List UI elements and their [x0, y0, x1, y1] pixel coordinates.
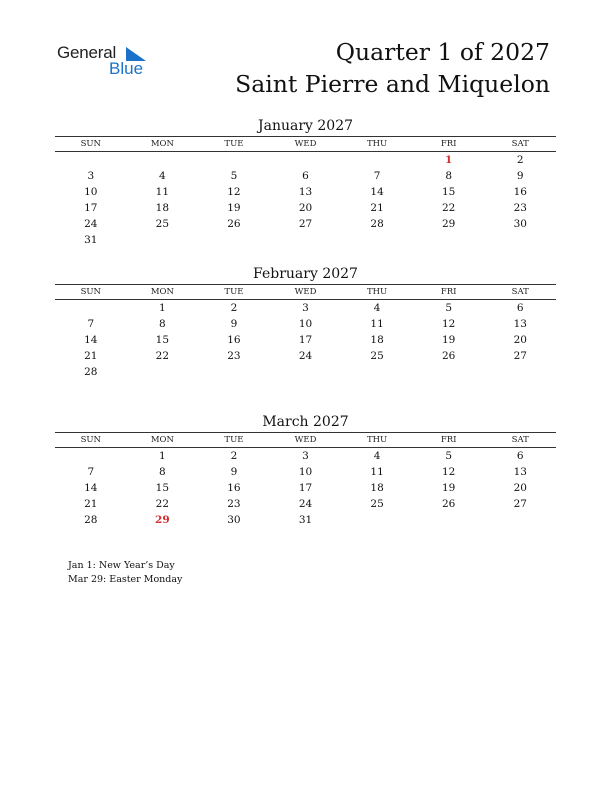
- day-cell: 19: [441, 482, 456, 494]
- week-row: [55, 332, 556, 348]
- empty-day-cell: [270, 364, 342, 380]
- day-cell: 28: [370, 218, 384, 230]
- month-title: February 2027: [253, 266, 358, 282]
- empty-day-cell: [127, 232, 199, 248]
- week-row: [55, 496, 556, 512]
- weekday-label: TUE: [224, 287, 244, 297]
- day-cell: 7: [87, 466, 95, 478]
- weekday-label: MON: [150, 435, 174, 445]
- day-cell: 31: [298, 514, 313, 526]
- week-row: [55, 216, 556, 232]
- day-cell: 7: [87, 318, 95, 330]
- empty-day-cell: [55, 152, 127, 168]
- day-cell: 23: [227, 498, 241, 510]
- day-cell: 30: [513, 218, 527, 230]
- day-cell: 6: [516, 450, 524, 462]
- day-cell: 4: [159, 170, 166, 182]
- day-cell: 8: [159, 318, 166, 330]
- empty-day-cell: [127, 364, 199, 380]
- day-cell: 12: [441, 318, 456, 330]
- day-cell: 12: [227, 186, 241, 198]
- day-cell: 31: [84, 234, 98, 246]
- day-cell: 25: [370, 498, 384, 510]
- weekday-label: SUN: [80, 139, 101, 149]
- day-cell: 13: [513, 318, 527, 330]
- title-region: Saint Pierre and Miquelon: [235, 70, 550, 98]
- day-cell: 10: [84, 186, 98, 198]
- day-cell: 24: [84, 218, 98, 230]
- empty-day-cell: [341, 364, 413, 380]
- day-cell: 4: [373, 302, 381, 314]
- empty-day-cell: [413, 512, 485, 528]
- day-cell: 13: [513, 466, 527, 478]
- weekday-label: SAT: [511, 287, 529, 297]
- empty-day-cell: [484, 232, 556, 248]
- week-row: [55, 168, 556, 184]
- day-cell: 23: [513, 202, 527, 214]
- day-cell: 27: [298, 218, 313, 230]
- empty-day-cell: [55, 300, 127, 316]
- day-cell: 14: [370, 186, 384, 198]
- weekday-label: FRI: [440, 435, 457, 445]
- weekday-label: TUE: [224, 139, 244, 149]
- empty-day-cell: [198, 232, 270, 248]
- empty-day-cell: [55, 448, 127, 464]
- month-title: January 2027: [257, 118, 354, 134]
- weekday-header: [55, 432, 556, 448]
- empty-day-cell: [413, 364, 485, 380]
- weekday-label: MON: [150, 139, 174, 149]
- day-cell: 14: [84, 334, 98, 346]
- empty-day-cell: [341, 512, 413, 528]
- holiday-note: Mar 29: Easter Monday: [68, 574, 183, 585]
- day-cell: 28: [84, 514, 98, 526]
- day-cell: 26: [441, 498, 456, 510]
- day-cell: 24: [298, 498, 313, 510]
- day-cell: 10: [298, 318, 313, 330]
- empty-day-cell: [270, 232, 342, 248]
- holiday-day-cell: 29: [155, 514, 170, 526]
- week-row: [55, 300, 556, 316]
- day-cell: 4: [373, 450, 381, 462]
- week-row: [55, 184, 556, 200]
- day-cell: 25: [155, 218, 170, 230]
- weekday-label: WED: [294, 287, 317, 297]
- weekday-label: FRI: [440, 139, 457, 149]
- day-cell: 12: [441, 466, 456, 478]
- week-row: [55, 464, 556, 480]
- day-cell: 5: [445, 302, 453, 314]
- week-row: [55, 152, 556, 168]
- holiday-notes: [68, 559, 182, 587]
- day-cell: 17: [298, 482, 313, 494]
- day-cell: 11: [370, 466, 384, 478]
- day-cell: 5: [445, 450, 453, 462]
- day-cell: 19: [227, 202, 241, 214]
- day-cell: 20: [513, 334, 527, 346]
- day-cell: 15: [441, 186, 456, 198]
- empty-day-cell: [413, 232, 485, 248]
- empty-day-cell: [270, 152, 342, 168]
- week-row: [55, 232, 556, 248]
- day-cell: 20: [513, 482, 527, 494]
- weekday-label: SUN: [80, 435, 101, 445]
- day-cell: 25: [370, 350, 384, 362]
- day-cell: 5: [230, 170, 238, 182]
- weekday-label: SUN: [80, 287, 101, 297]
- holiday-note: Jan 1: New Year’s Day: [68, 560, 175, 571]
- day-cell: 2: [230, 302, 238, 314]
- month-title: March 2027: [262, 414, 349, 430]
- day-cell: 16: [513, 186, 527, 198]
- day-cell: 9: [230, 466, 238, 478]
- day-cell: 11: [370, 318, 384, 330]
- day-cell: 15: [155, 482, 170, 494]
- month-calendar: [55, 412, 556, 528]
- day-cell: 28: [84, 366, 98, 378]
- day-cell: 18: [155, 202, 170, 214]
- day-cell: 18: [370, 482, 384, 494]
- empty-day-cell: [198, 364, 270, 380]
- day-cell: 17: [298, 334, 313, 346]
- week-row: [55, 348, 556, 364]
- day-cell: 2: [516, 154, 524, 166]
- day-cell: 27: [513, 350, 527, 362]
- day-cell: 3: [302, 450, 309, 462]
- day-cell: 1: [159, 302, 166, 314]
- day-cell: 2: [230, 450, 238, 462]
- day-cell: 1: [159, 450, 166, 462]
- day-cell: 27: [513, 498, 527, 510]
- weekday-label: THU: [366, 287, 388, 297]
- day-cell: 16: [227, 334, 241, 346]
- day-cell: 23: [227, 350, 241, 362]
- logo-word-blue: Blue: [109, 59, 144, 78]
- weekday-label: WED: [294, 435, 317, 445]
- day-cell: 22: [441, 202, 456, 214]
- day-cell: 9: [230, 318, 238, 330]
- weekday-label: WED: [294, 139, 317, 149]
- day-cell: 10: [298, 466, 313, 478]
- day-cell: 21: [84, 498, 98, 510]
- holiday-day-cell: 1: [445, 154, 453, 166]
- empty-day-cell: [484, 512, 556, 528]
- empty-day-cell: [127, 152, 199, 168]
- day-cell: 3: [302, 302, 309, 314]
- month-calendar: [55, 116, 556, 248]
- week-row: [55, 200, 556, 216]
- day-cell: 26: [227, 218, 241, 230]
- weekday-header: [55, 284, 556, 300]
- month-calendar: [55, 264, 556, 380]
- title-quarter: Quarter 1 of 2027: [335, 38, 550, 66]
- day-cell: 19: [441, 334, 456, 346]
- day-cell: 14: [84, 482, 98, 494]
- day-cell: 24: [298, 350, 313, 362]
- weekday-label: TUE: [224, 435, 244, 445]
- day-cell: 9: [516, 170, 524, 182]
- weekday-label: THU: [366, 139, 388, 149]
- week-row: [55, 512, 556, 528]
- day-cell: 11: [155, 186, 170, 198]
- weekday-label: THU: [366, 435, 388, 445]
- day-cell: 3: [87, 170, 95, 182]
- day-cell: 22: [155, 498, 170, 510]
- day-cell: 13: [298, 186, 313, 198]
- day-cell: 21: [370, 202, 384, 214]
- week-row: [55, 448, 556, 464]
- logo-word-general: General: [57, 43, 117, 62]
- day-cell: 7: [373, 170, 381, 182]
- day-cell: 16: [227, 482, 241, 494]
- generalblue-logo: [57, 43, 157, 83]
- day-cell: 15: [155, 334, 170, 346]
- day-cell: 20: [298, 202, 313, 214]
- day-cell: 22: [155, 350, 170, 362]
- weekday-header: [55, 136, 556, 152]
- day-cell: 6: [516, 302, 524, 314]
- weekday-label: FRI: [440, 287, 457, 297]
- page-title: [235, 36, 550, 100]
- day-cell: 29: [441, 218, 456, 230]
- day-cell: 26: [441, 350, 456, 362]
- weekday-label: MON: [150, 287, 174, 297]
- week-row: [55, 480, 556, 496]
- weekday-label: SAT: [511, 139, 529, 149]
- day-cell: 6: [302, 170, 309, 182]
- day-cell: 17: [84, 202, 98, 214]
- day-cell: 18: [370, 334, 384, 346]
- empty-day-cell: [484, 364, 556, 380]
- empty-day-cell: [341, 232, 413, 248]
- empty-day-cell: [341, 152, 413, 168]
- day-cell: 8: [159, 466, 166, 478]
- day-cell: 30: [227, 514, 241, 526]
- week-row: [55, 364, 556, 380]
- empty-day-cell: [198, 152, 270, 168]
- weekday-label: SAT: [511, 435, 529, 445]
- day-cell: 8: [445, 170, 453, 182]
- week-row: [55, 316, 556, 332]
- day-cell: 21: [84, 350, 98, 362]
